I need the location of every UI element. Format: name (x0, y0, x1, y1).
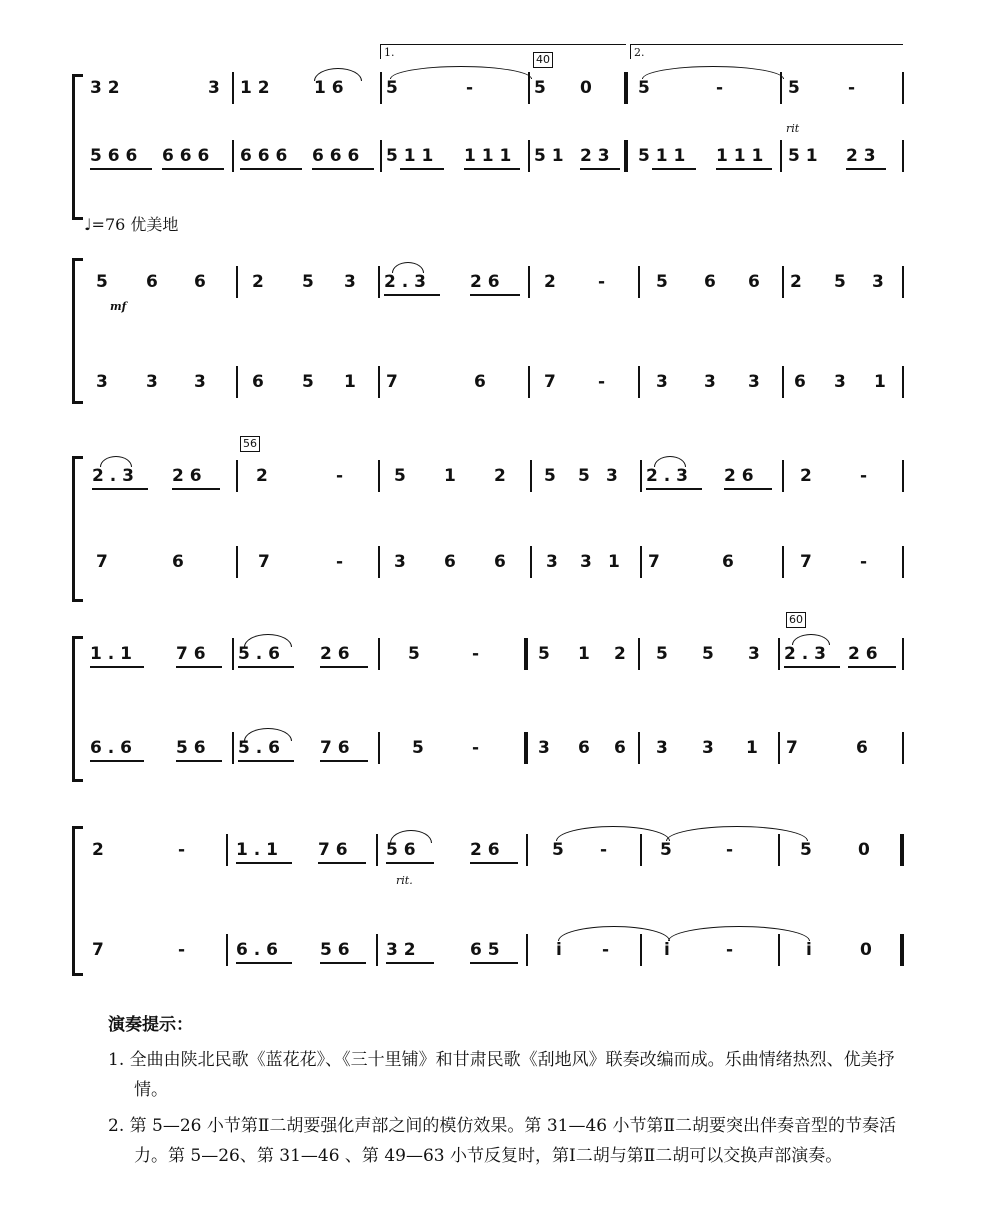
volta-1-label: 1. (384, 46, 395, 59)
note: 5 (788, 78, 800, 98)
note: 6 (494, 552, 506, 572)
note: - (178, 840, 186, 860)
slur (392, 262, 424, 273)
beam (90, 666, 144, 668)
slur (244, 634, 292, 647)
note: 7 (92, 940, 104, 960)
note: 2 (544, 272, 556, 292)
beam (652, 168, 696, 170)
beam (320, 760, 368, 762)
note: 3 (606, 466, 618, 486)
note: 3 (394, 552, 406, 572)
note: 7 6 (318, 840, 348, 860)
note: - (178, 940, 186, 960)
barline (640, 460, 642, 492)
beam (238, 666, 294, 668)
barline (902, 366, 904, 398)
beam (470, 962, 518, 964)
note: 6 (794, 372, 806, 392)
barline (778, 732, 780, 764)
repeat-barline (524, 732, 528, 764)
note: 1 (578, 644, 590, 664)
barline (778, 638, 780, 670)
note: - (466, 78, 474, 98)
beam (470, 862, 518, 864)
note: 3 (748, 372, 760, 392)
note: 7 (544, 372, 556, 392)
note: 5 (702, 644, 714, 664)
barline (226, 834, 228, 866)
barline (782, 266, 784, 298)
repeat-barline (524, 638, 528, 670)
note: 5 (638, 78, 650, 98)
barline (782, 460, 784, 492)
note: 5 (408, 644, 420, 664)
note: i (664, 940, 670, 960)
note: 5 (394, 466, 406, 486)
slur (244, 728, 292, 741)
performance-notes-title: 演奏提示： (108, 1015, 193, 1035)
note: 1 (344, 372, 356, 392)
beam (90, 760, 144, 762)
note: 2 (256, 466, 268, 486)
note: 0 (580, 78, 592, 98)
note: 3 (872, 272, 884, 292)
performance-note-item: 2. 第 5—26 小节第Ⅱ二胡要强化声部之间的模仿效果。第 31—46 小节第Ⅱ二胡要突出伴奏音型的节奏活力。第 5—26、第 31—46 、第 49—63 小节反复时，第Ⅰ二胡与第Ⅱ二胡可以交换声部演奏。 (108, 1116, 897, 1166)
note: 5 . 6 (238, 738, 280, 758)
note: 5 (656, 272, 668, 292)
beam (470, 294, 520, 296)
barline (902, 140, 904, 172)
barline (782, 546, 784, 578)
barline (780, 72, 782, 104)
note: 5 (552, 840, 564, 860)
note: - (860, 552, 868, 572)
rit-marking: rit (786, 122, 800, 135)
note: 6 6 6 (312, 146, 360, 166)
upper-voice (0, 840, 1000, 887)
barline (378, 638, 380, 670)
barline (528, 366, 530, 398)
note: 1 2 (240, 78, 270, 98)
rehearsal-mark-60: 60 (786, 612, 806, 628)
lower-voice (0, 372, 1000, 412)
beam (724, 488, 772, 490)
note: 5 (538, 644, 550, 664)
note: 2 (790, 272, 802, 292)
note: 5 (656, 644, 668, 664)
note: 1 . 1 (236, 840, 278, 860)
beam (646, 488, 702, 490)
tie (556, 826, 670, 841)
note: 7 6 (320, 738, 350, 758)
note: 2 6 (470, 272, 500, 292)
note: 6 . 6 (90, 738, 132, 758)
volta-2-label: 2. (634, 46, 645, 59)
note: 5 (834, 272, 846, 292)
note: 1 . 1 (90, 644, 132, 664)
barline (528, 266, 530, 298)
lower-voice (0, 552, 1000, 592)
barline (638, 638, 640, 670)
note: 5 (544, 466, 556, 486)
note: 0 (860, 940, 872, 960)
rehearsal-mark-56: 56 (240, 436, 260, 452)
beam (464, 168, 520, 170)
note: 0 (858, 840, 870, 860)
note: 3 (704, 372, 716, 392)
beam (90, 168, 152, 170)
note: 7 (96, 552, 108, 572)
note: 6 (252, 372, 264, 392)
beam (580, 168, 620, 170)
barline (530, 460, 532, 492)
note: 3 2 (386, 940, 416, 960)
score-system-1 (0, 38, 1000, 188)
note: i (556, 940, 562, 960)
note: 6 5 (470, 940, 500, 960)
note: 5 (386, 78, 398, 98)
note: 5 (578, 466, 590, 486)
barline (236, 366, 238, 398)
note: 5 1 (788, 146, 818, 166)
note: 3 (538, 738, 550, 758)
note: - (602, 940, 610, 960)
note: 5 6 (386, 840, 416, 860)
slur (314, 68, 362, 81)
note: 3 (702, 738, 714, 758)
barline (902, 732, 904, 764)
note: - (598, 272, 606, 292)
beam (320, 962, 366, 964)
note: 6 (194, 272, 206, 292)
beam (236, 962, 292, 964)
final-barline (900, 834, 904, 866)
note: 2 6 (848, 644, 878, 664)
slur (654, 456, 686, 467)
note: 2 3 (580, 146, 610, 166)
note: 1 6 (314, 78, 344, 98)
barline (378, 546, 380, 578)
barline (638, 266, 640, 298)
lower-voice (0, 738, 1000, 778)
beam (400, 168, 444, 170)
note: 5 . 6 (238, 644, 280, 664)
note: 6 (856, 738, 868, 758)
repeat-barline (624, 72, 628, 104)
note: 7 (786, 738, 798, 758)
barline (638, 732, 640, 764)
slur (390, 66, 532, 79)
note: 6 . 6 (236, 940, 278, 960)
tie (668, 926, 810, 941)
note: - (600, 840, 608, 860)
barline (236, 546, 238, 578)
barline (232, 140, 234, 172)
note: 5 (534, 78, 546, 98)
barline (530, 546, 532, 578)
note: - (726, 840, 734, 860)
note: 3 (146, 372, 158, 392)
score-system-3 (0, 436, 1000, 596)
barline (640, 546, 642, 578)
repeat-barline (624, 140, 628, 172)
note: - (860, 466, 868, 486)
note: 5 (800, 840, 812, 860)
barline (528, 140, 530, 172)
performance-notes (108, 1010, 928, 1177)
rehearsal-mark-40: 40 (533, 52, 553, 68)
note: 5 6 (320, 940, 350, 960)
note: 7 (258, 552, 270, 572)
barline (902, 638, 904, 670)
note: 6 (578, 738, 590, 758)
upper-voice (0, 644, 1000, 684)
note: 3 (96, 372, 108, 392)
dynamic-marking: mf (110, 300, 127, 313)
beam (716, 168, 772, 170)
note: - (848, 78, 856, 98)
note: 3 (194, 372, 206, 392)
note: 2 (252, 272, 264, 292)
beam (320, 666, 368, 668)
upper-voice (0, 272, 1000, 312)
beam (176, 760, 222, 762)
barline (640, 834, 642, 866)
note: 5 6 6 (90, 146, 138, 166)
barline (902, 72, 904, 104)
barline (640, 934, 642, 966)
volta-2 (630, 44, 903, 59)
beam (176, 666, 222, 668)
tie (558, 926, 670, 941)
note: 2 6 (172, 466, 202, 486)
slur (792, 634, 830, 645)
note: 1 (444, 466, 456, 486)
beam (236, 862, 292, 864)
note: 1 1 1 (716, 146, 764, 166)
note: 2 (92, 840, 104, 860)
slur (390, 830, 432, 843)
note: - (598, 372, 606, 392)
beam (384, 294, 440, 296)
note: 1 (874, 372, 886, 392)
tempo-marking: ♩=76 优美地 (84, 215, 179, 234)
note: 5 6 (176, 738, 206, 758)
score-system-2 (0, 248, 1000, 408)
note: - (472, 738, 480, 758)
barline (778, 834, 780, 866)
barline (378, 266, 380, 298)
note: 2 . 3 (784, 644, 826, 664)
note: 5 (412, 738, 424, 758)
beam (92, 488, 148, 490)
note: 3 (546, 552, 558, 572)
score-system-5 (0, 822, 1000, 982)
note: 3 (208, 78, 220, 98)
barline (778, 934, 780, 966)
note: - (716, 78, 724, 98)
beam (846, 168, 886, 170)
note: 6 (722, 552, 734, 572)
note: - (472, 644, 480, 664)
volta-1 (380, 44, 626, 59)
beam (848, 666, 896, 668)
barline (378, 732, 380, 764)
note: - (726, 940, 734, 960)
barline (232, 72, 234, 104)
note: 3 (580, 552, 592, 572)
slur (642, 66, 784, 79)
note: 6 (444, 552, 456, 572)
note: 1 1 1 (464, 146, 512, 166)
barline (376, 934, 378, 966)
barline (376, 834, 378, 866)
note: 6 (748, 272, 760, 292)
note: 1 (608, 552, 620, 572)
barline (378, 460, 380, 492)
note: 7 (648, 552, 660, 572)
note: 6 (614, 738, 626, 758)
lower-voice (0, 940, 1000, 980)
note: 6 (704, 272, 716, 292)
barline (902, 546, 904, 578)
note: 2 (800, 466, 812, 486)
barline (638, 366, 640, 398)
beam (386, 862, 434, 864)
note: 3 (656, 738, 668, 758)
upper-voice (0, 466, 1000, 506)
barline (380, 140, 382, 172)
final-barline (900, 934, 904, 966)
performance-note-item: 1. 全曲由陕北民歌《蓝花花》、《三十里铺》和甘肃民歌《刮地风》联奏改编而成。乐曲情绪热烈、优美抒情。 (108, 1050, 895, 1100)
upper-voice (0, 78, 1000, 118)
barline (236, 460, 238, 492)
note: 5 (302, 272, 314, 292)
score-system-4 (0, 613, 1000, 782)
barline (378, 366, 380, 398)
beam (386, 962, 434, 964)
note: 2 3 (846, 146, 876, 166)
note: 5 1 1 (638, 146, 686, 166)
note: 5 (302, 372, 314, 392)
barline (226, 934, 228, 966)
beam (172, 488, 220, 490)
note: 6 6 6 (240, 146, 288, 166)
barline (526, 934, 528, 966)
barline (236, 266, 238, 298)
note: 2 6 (320, 644, 350, 664)
note: 6 (172, 552, 184, 572)
note: 2 (494, 466, 506, 486)
note: 5 (660, 840, 672, 860)
note: - (336, 552, 344, 572)
beam (312, 168, 374, 170)
barline (902, 460, 904, 492)
note: - (336, 466, 344, 486)
note: 3 (748, 644, 760, 664)
beam (240, 168, 302, 170)
note: 6 6 6 (162, 146, 210, 166)
note: 2 . 3 (384, 272, 426, 292)
tie (666, 826, 808, 841)
note: 5 1 (534, 146, 564, 166)
barline (780, 140, 782, 172)
note: 2 . 3 (646, 466, 688, 486)
beam (238, 760, 294, 762)
barline (232, 638, 234, 670)
barline (782, 366, 784, 398)
note: 3 (834, 372, 846, 392)
note: 7 (386, 372, 398, 392)
beam (318, 862, 366, 864)
barline (528, 72, 530, 104)
note: 2 6 (724, 466, 754, 486)
note: 5 1 1 (386, 146, 434, 166)
barline (380, 72, 382, 104)
note: 2 6 (470, 840, 500, 860)
barline (526, 834, 528, 866)
rit-marking: rit. (396, 874, 413, 887)
note: 3 (344, 272, 356, 292)
barline (232, 732, 234, 764)
lower-voice (0, 122, 1000, 186)
note: 6 (474, 372, 486, 392)
note: 3 (656, 372, 668, 392)
note: 2 (614, 644, 626, 664)
note: 1 (746, 738, 758, 758)
note: 6 (146, 272, 158, 292)
note: 3 2 (90, 78, 120, 98)
beam (784, 666, 840, 668)
barline (902, 266, 904, 298)
note: 7 6 (176, 644, 206, 664)
note: 7 (800, 552, 812, 572)
slur (100, 456, 132, 467)
note: 5 (96, 272, 108, 292)
beam (162, 168, 224, 170)
note: 2 . 3 (92, 466, 134, 486)
note: i (806, 940, 812, 960)
